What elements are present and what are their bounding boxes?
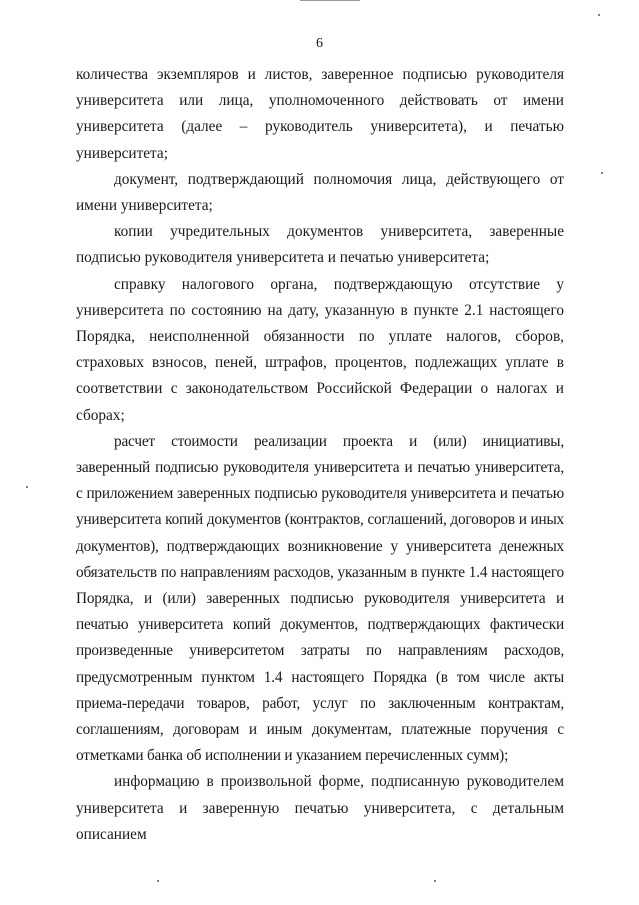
scan-speck — [598, 14, 600, 16]
paragraph: количества экземпляров и листов, заверенное подписью руководителя университета или лица, уполномоченного действовать от имени университета (далее – руководитель университета), и печатью университета; — [76, 66, 564, 162]
paragraph: информацию в произвольной форме, подписанную руководителем университета и заверенную печатью университета, с детальным описанием — [76, 773, 564, 843]
scan-speck — [434, 880, 436, 882]
body-text — [76, 62, 564, 848]
paragraph: документ, подтверждающий полномочия лица, действующего от имени университета; — [76, 170, 564, 215]
scan-speck — [601, 172, 603, 174]
scan-speck — [26, 486, 28, 488]
scan-edge-line — [300, 0, 360, 1]
scan-speck — [157, 880, 159, 882]
paragraph: копии учредительных документов университета, заверенные подписью руководителя университета и печатью университета; — [76, 223, 564, 267]
paragraph: расчет стоимости реализации проекта и (или) инициативы, заверенный подписью руководителя университета и печатью университета, с приложением заверенных подписью руководителя университета и печатью университета копий документов (контрактов, соглашений, договоров и иных документов), подтверждающих возникновение у университета денежных обязательств по направлениям расходов, указанным в пункте 1.4 настоящего Порядка, и (или) заверенных подписью руководителя университета и печатью университета копий документов, подтверждающих фактически произведенные университетом затраты по направлениям расходов, предусмотренным пунктом 1.4 настоящего Порядка (в том числе акты приема-передачи товаров, работ, услуг по заключенным контрактам, соглашениям, договорам и иным документам, платежные поручения с отметками банка об исполнении и указанием перечисленных сумм); — [76, 432, 564, 765]
paragraph: справку налогового органа, подтверждающую отсутствие у университета по состоянию на дату, указанную в пункте 2.1 настоящего Порядка, неисполненной обязанности по уплате налогов, сборов, страховых взносов, пеней, штрафов, процентов, подлежащих уплате в соответствии с законодательством Российской Федерации о налогах и сборах; — [76, 275, 564, 424]
page-number: 6 — [316, 36, 323, 51]
